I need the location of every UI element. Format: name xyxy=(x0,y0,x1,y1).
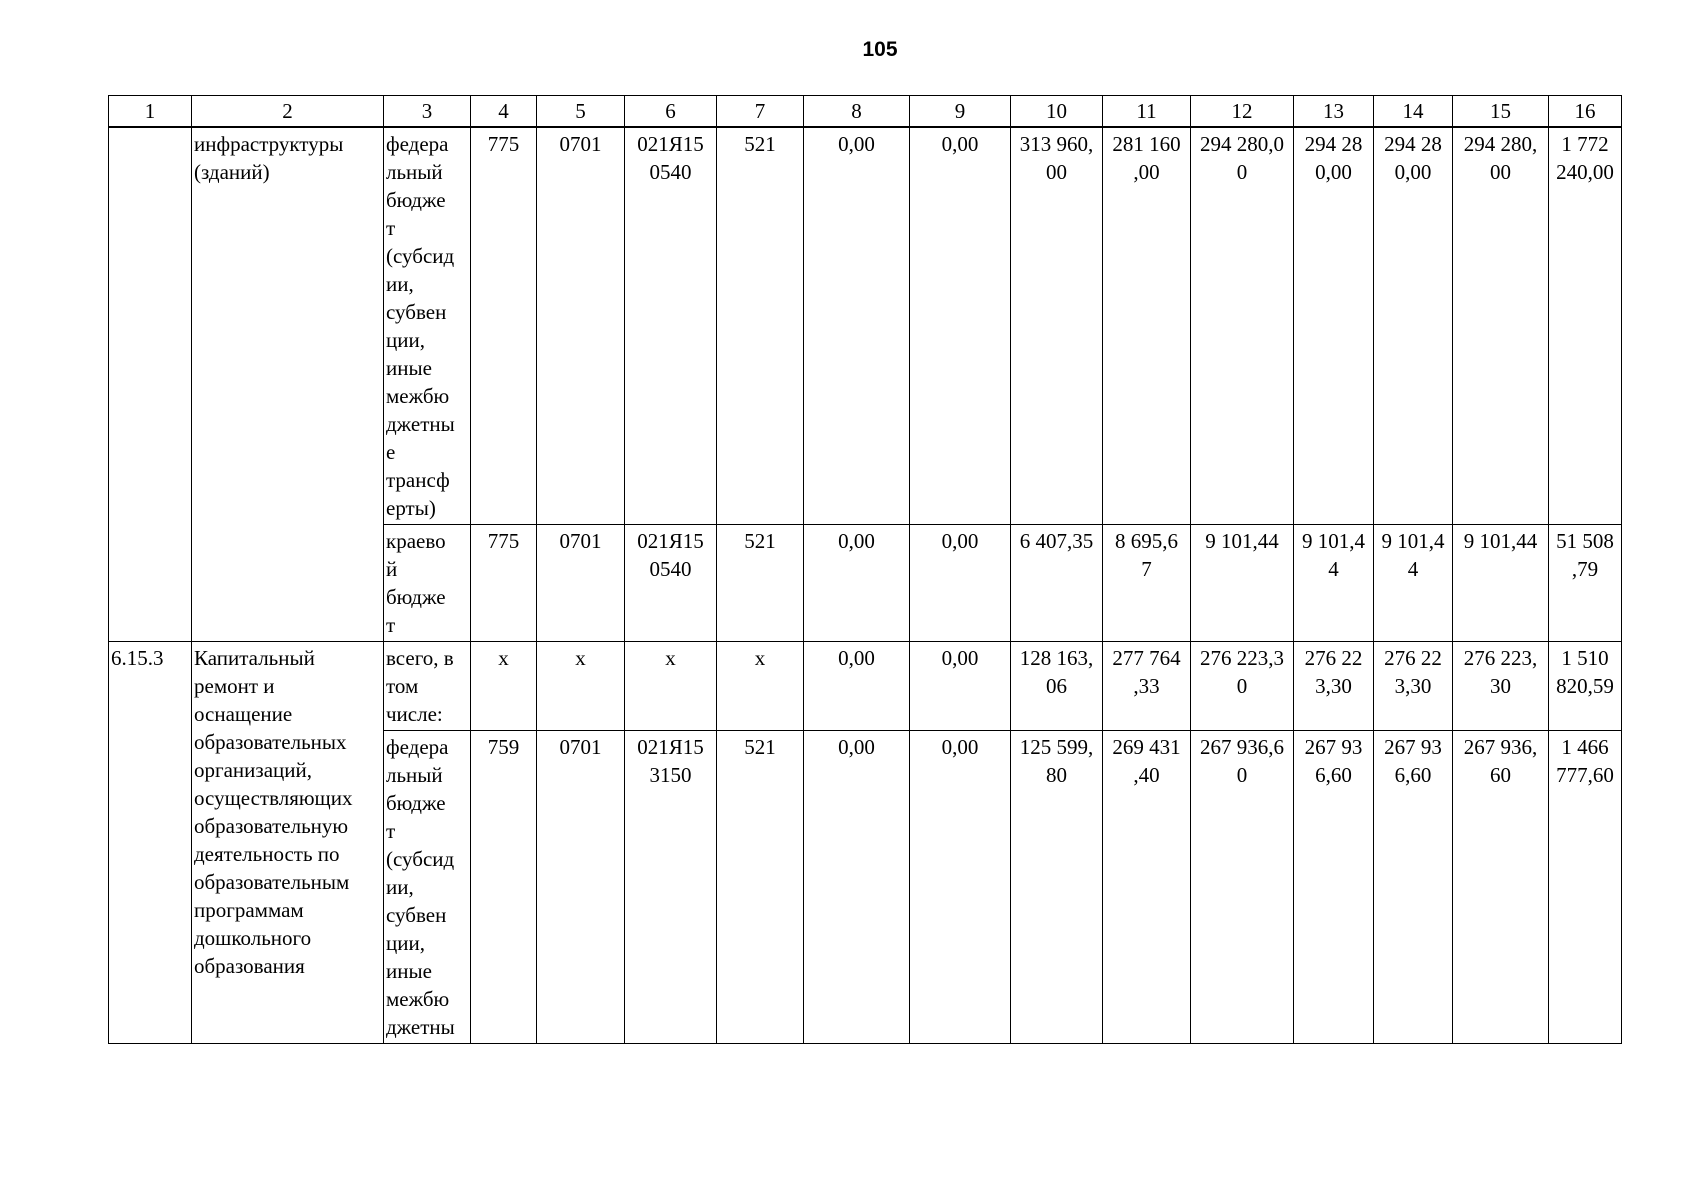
table-row xyxy=(109,642,1622,731)
column-header: 15 xyxy=(1453,96,1549,128)
table-cell: 276 22 3,30 xyxy=(1374,642,1453,731)
table-cell: х xyxy=(625,642,717,731)
table-cell: 1 466 777,60 xyxy=(1549,731,1622,1044)
table-cell: 267 936, 60 xyxy=(1453,731,1549,1044)
column-header: 3 xyxy=(384,96,471,128)
table-cell: 0,00 xyxy=(910,642,1011,731)
budget-source-cell: всего, в том числе: xyxy=(384,642,471,731)
table-cell: 294 28 0,00 xyxy=(1374,127,1453,525)
table-cell: 0,00 xyxy=(804,642,910,731)
table-cell: 277 764 ,33 xyxy=(1103,642,1191,731)
table-cell: 521 xyxy=(717,127,804,525)
table-cell: 267 93 6,60 xyxy=(1374,731,1453,1044)
column-header: 16 xyxy=(1549,96,1622,128)
column-header: 11 xyxy=(1103,96,1191,128)
table-cell: 521 xyxy=(717,731,804,1044)
table-cell: 267 93 6,60 xyxy=(1294,731,1374,1044)
table-cell: 0,00 xyxy=(910,127,1011,525)
table-cell: 521 xyxy=(717,525,804,642)
column-header: 6 xyxy=(625,96,717,128)
item-name-cell: Капитальный ремонт и оснащение образовательных организаций, осуществляющих образовательную деятельность по образовательным программам дошкольного образования xyxy=(192,642,384,1044)
table-cell: 9 101,4 4 xyxy=(1294,525,1374,642)
table-cell: 9 101,44 xyxy=(1453,525,1549,642)
column-header: 5 xyxy=(537,96,625,128)
table-cell: 0,00 xyxy=(910,731,1011,1044)
row-number-cell xyxy=(109,127,192,642)
table-cell: 0701 xyxy=(537,525,625,642)
item-name-cell: инфраструктуры (зданий) xyxy=(192,127,384,642)
table-cell: х xyxy=(537,642,625,731)
column-header: 2 xyxy=(192,96,384,128)
column-header: 14 xyxy=(1374,96,1453,128)
table-cell: 51 508 ,79 xyxy=(1549,525,1622,642)
table-cell: 9 101,44 xyxy=(1191,525,1294,642)
budget-source-cell: федера льный бюдже т (субсид ии, субвен ции, иные межбю джетны е трансф ерты) xyxy=(384,127,471,525)
table-cell: 759 xyxy=(471,731,537,1044)
column-header: 8 xyxy=(804,96,910,128)
column-number-row xyxy=(109,96,1622,128)
table-cell: 9 101,4 4 xyxy=(1374,525,1453,642)
table-cell: 0701 xyxy=(537,731,625,1044)
budget-table xyxy=(108,95,1622,1044)
table-cell: 1 510 820,59 xyxy=(1549,642,1622,731)
table-cell: 269 431 ,40 xyxy=(1103,731,1191,1044)
budget-source-cell: краево й бюдже т xyxy=(384,525,471,642)
table-cell: 021Я15 3150 xyxy=(625,731,717,1044)
row-number-cell: 6.15.3 xyxy=(109,642,192,1044)
table-cell: х xyxy=(471,642,537,731)
table-cell: 021Я15 0540 xyxy=(625,127,717,525)
column-header: 9 xyxy=(910,96,1011,128)
table-cell: 294 280, 00 xyxy=(1453,127,1549,525)
table-cell: 775 xyxy=(471,127,537,525)
table-cell: 276 223,3 0 xyxy=(1191,642,1294,731)
table-cell: 0701 xyxy=(537,127,625,525)
column-header: 7 xyxy=(717,96,804,128)
table-cell: 021Я15 0540 xyxy=(625,525,717,642)
table-cell: 1 772 240,00 xyxy=(1549,127,1622,525)
table-cell: 0,00 xyxy=(804,127,910,525)
table-cell: 0,00 xyxy=(804,525,910,642)
table-cell: 775 xyxy=(471,525,537,642)
table-cell: 0,00 xyxy=(804,731,910,1044)
table-cell: 276 22 3,30 xyxy=(1294,642,1374,731)
column-header: 4 xyxy=(471,96,537,128)
table-cell: х xyxy=(717,642,804,731)
table-row xyxy=(109,127,1622,525)
table-cell: 128 163, 06 xyxy=(1011,642,1103,731)
column-header: 1 xyxy=(109,96,192,128)
table-cell: 276 223, 30 xyxy=(1453,642,1549,731)
column-header: 12 xyxy=(1191,96,1294,128)
table-cell: 267 936,6 0 xyxy=(1191,731,1294,1044)
column-header: 13 xyxy=(1294,96,1374,128)
budget-source-cell: федера льный бюдже т (субсид ии, субвен ции, иные межбю джетны xyxy=(384,731,471,1044)
table-cell: 125 599, 80 xyxy=(1011,731,1103,1044)
page-number: 105 xyxy=(862,38,898,61)
table-cell: 8 695,6 7 xyxy=(1103,525,1191,642)
table-cell: 294 280,0 0 xyxy=(1191,127,1294,525)
table-cell: 313 960, 00 xyxy=(1011,127,1103,525)
table-cell: 281 160 ,00 xyxy=(1103,127,1191,525)
column-header: 10 xyxy=(1011,96,1103,128)
table-cell: 0,00 xyxy=(910,525,1011,642)
table-cell: 294 28 0,00 xyxy=(1294,127,1374,525)
table-cell: 6 407,35 xyxy=(1011,525,1103,642)
